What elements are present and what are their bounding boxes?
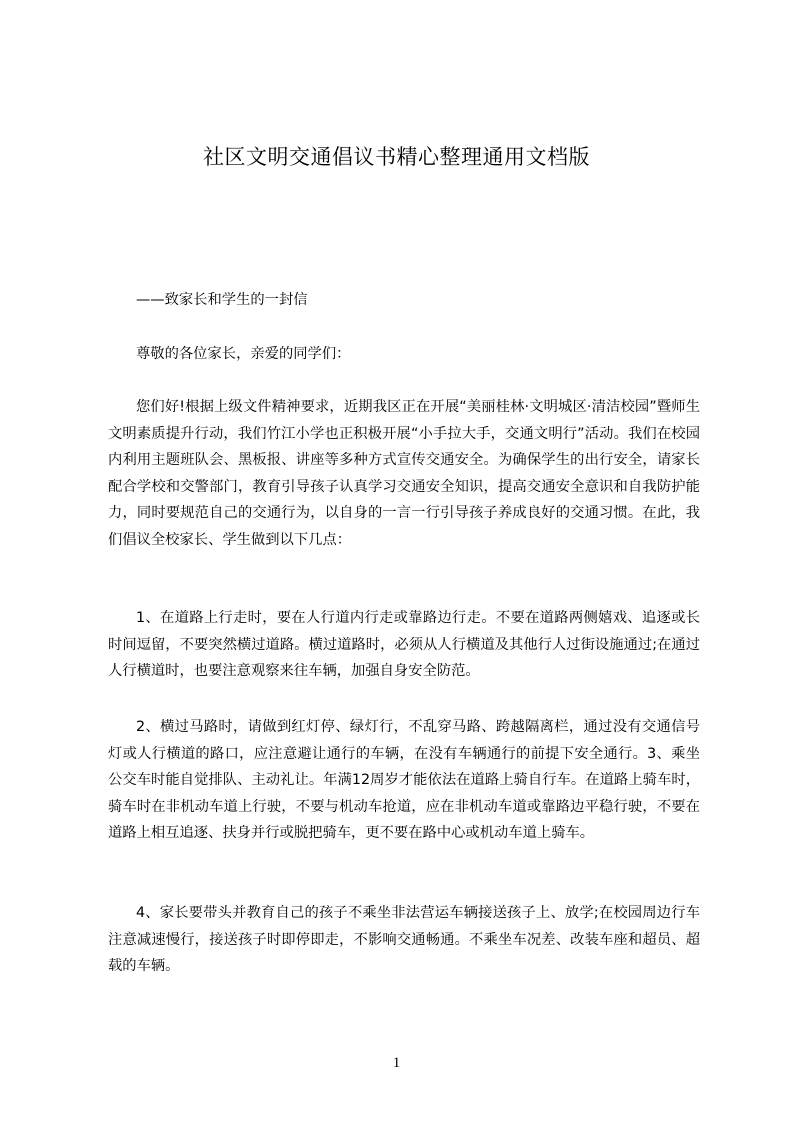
paragraph-intro: 您们好!根据上级文件精神要求，近期我区正在开展“美丽桂林·文明城区·清洁校园”暨师生文明素质提升行动，我们竹江小学也正积极开展“小手拉大手，交通文明行”活动。我们在校园内利用主题班队会、黑板报、讲座等多种方式宣传交通安全。为确保学生的出行安全，请家长配合学校和交警部门，教育引导孩子认真学习交通安全知识，提高交通安全意识和自我防护能力，同时要规范自己的交通行为，以自身的一言一行引导孩子养成良好的交通习惯。在此，我们倡议全校家长、学生做到以下几点： (108, 399, 700, 548)
document-title: 社区文明交通倡议书精心整理通用文档版 (203, 145, 590, 169)
paragraph-item-1: 1、在道路上行走时，要在人行道内行走或靠路边行走。不要在道路两侧嬉戏、追逐或长时间逗留，不要突然横过道路。横过道路时，必须从人行横道及其他行人过街设施通过;在通过人行横道时，也要注意观察来往车辆，加强自身安全防范。 (108, 610, 700, 679)
page-number: 1 (392, 1055, 401, 1071)
paragraph-item-4: 4、家长要带头并教育自己的孩子不乘坐非法营运车辆接送孩子上、放学;在校园周边行车注意减速慢行，接送孩子时即停即走，不影响交通畅通。不乘坐车况差、改装车座和超员、超载的车辆。 (108, 905, 700, 974)
letter-subtitle: ——致家长和学生的一封信 (136, 292, 308, 308)
letter-greeting: 尊敬的各位家长，亲爱的同学们： (136, 346, 351, 362)
paragraph-item-2-3: 2、横过马路时，请做到红灯停、绿灯行，不乱穿马路、跨越隔离栏，通过没有交通信号灯或人行横道的路口，应注意避让通行的车辆，在没有车辆通行的前提下安全通行。3、乘坐公交车时能自觉排队、主动礼让。年满12周岁才能依法在道路上骑自行车。在道路上骑车时，骑车时在非机动车道上行驶，不要与机动车抢道，应在非机动车道或靠路边平稳行驶，不要在道路上相互追逐、扶身并行或脱把骑车，更不要在路中心或机动车道上骑车。 (108, 719, 700, 841)
